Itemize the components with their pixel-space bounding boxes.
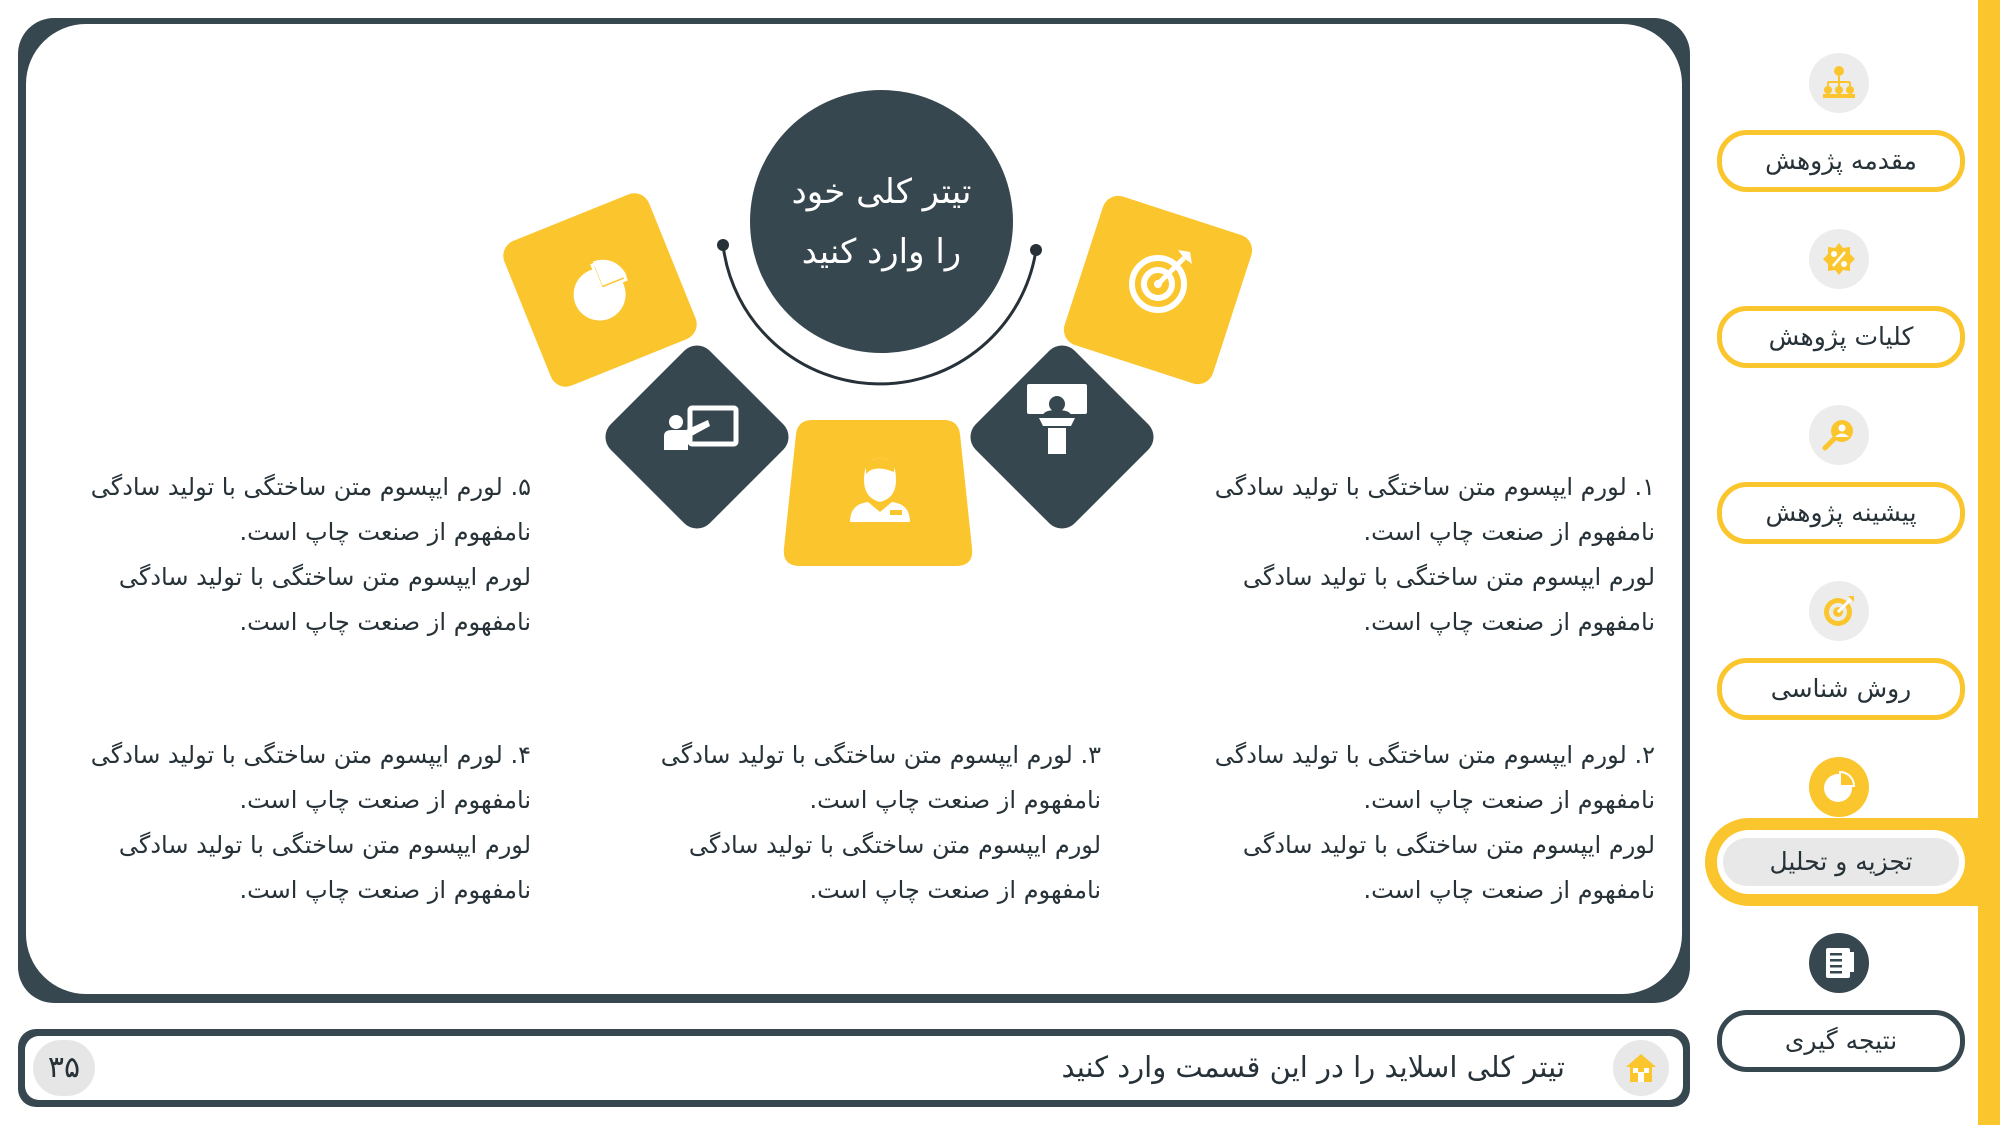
item-1-line1: ۱. لورم ایپسوم متن ساختگی با تولید سادگی: [1214, 473, 1655, 501]
pie-chart-icon: [1820, 768, 1858, 806]
side-accent-strip: [1978, 0, 2000, 1125]
arc-dot-left: [717, 239, 729, 251]
item-5-line1: ۵. لورم ایپسوم متن ساختگی با تولید سادگی: [90, 473, 531, 501]
item-4-line3: لورم ایپسوم متن ساختگی با تولید سادگی: [118, 831, 531, 859]
item-4-line1: ۴. لورم ایپسوم متن ساختگی با تولید سادگی: [90, 741, 531, 769]
search-user-icon: [1820, 416, 1858, 454]
home-icon: [1624, 1052, 1658, 1084]
nav-icon-intro[interactable]: [1809, 53, 1869, 113]
percent-badge-icon: [1820, 240, 1858, 278]
center-title: [750, 90, 1013, 353]
item-3-text: [636, 733, 1101, 913]
item-2-line4: نامفهوم از صنعت چاپ است.: [1363, 876, 1655, 904]
item-2-line1: ۲. لورم ایپسوم متن ساختگی با تولید سادگی: [1214, 741, 1655, 769]
nav-icon-analysis[interactable]: [1809, 757, 1869, 817]
nav-item-background[interactable]: پیشینه پژوهش: [1717, 482, 1965, 544]
nav-item-overview[interactable]: کلیات پژوهش: [1717, 306, 1965, 368]
arc-dot-right: [1030, 244, 1042, 256]
nav-icon-conclusion[interactable]: [1809, 933, 1869, 993]
item-5-line2: نامفهوم از صنعت چاپ است.: [239, 518, 531, 546]
card-teaching: [598, 338, 796, 536]
item-3-line4: نامفهوم از صنعت چاپ است.: [809, 876, 1101, 904]
item-1-line3: لورم ایپسوم متن ساختگی با تولید سادگی: [1242, 563, 1655, 591]
item-3-line3: لورم ایپسوم متن ساختگی با تولید سادگی: [688, 831, 1101, 859]
nav-item-method[interactable]: روش شناسی: [1717, 658, 1965, 720]
item-3-line2: نامفهوم از صنعت چاپ است.: [809, 786, 1101, 814]
item-2-line2: نامفهوم از صنعت چاپ است.: [1363, 786, 1655, 814]
hierarchy-icon: [1820, 64, 1858, 102]
item-4-line4: نامفهوم از صنعت چاپ است.: [239, 876, 531, 904]
nav-item-conclusion[interactable]: نتیجه گیری: [1717, 1010, 1965, 1072]
item-4-text: [66, 733, 531, 913]
nav-item-analysis-label: تجزیه و تحلیل: [1723, 838, 1959, 886]
target-icon: [1820, 592, 1858, 630]
item-1-line2: نامفهوم از صنعت چاپ است.: [1363, 518, 1655, 546]
home-button[interactable]: [1613, 1040, 1669, 1096]
card-goal: [1060, 192, 1257, 389]
footer-bar: [18, 1029, 1690, 1107]
item-5-line4: نامفهوم از صنعت چاپ است.: [239, 608, 531, 636]
nav-item-analysis[interactable]: [1717, 830, 1965, 894]
nav-icon-method[interactable]: [1809, 581, 1869, 641]
item-1-line4: نامفهوم از صنعت چاپ است.: [1363, 608, 1655, 636]
center-title-line1: تیتر کلی خود: [791, 171, 972, 212]
item-2-line3: لورم ایپسوم متن ساختگی با تولید سادگی: [1242, 831, 1655, 859]
report-icon: [1820, 944, 1858, 982]
card-analysis: [500, 188, 702, 391]
item-3-line1: ۳. لورم ایپسوم متن ساختگی با تولید سادگی: [660, 741, 1101, 769]
center-title-line2: را وارد کنید: [801, 231, 962, 272]
nav-icon-background[interactable]: [1809, 405, 1869, 465]
item-5-line3: لورم ایپسوم متن ساختگی با تولید سادگی: [118, 563, 531, 591]
nav-item-intro[interactable]: مقدمه پژوهش: [1717, 130, 1965, 192]
item-2-text: [1190, 733, 1655, 913]
item-4-line2: نامفهوم از صنعت چاپ است.: [239, 786, 531, 814]
footer-title: تیتر کلی اسلاید را در این قسمت وارد کنید: [1061, 1050, 1565, 1084]
nav-icon-overview[interactable]: [1809, 229, 1869, 289]
page-number: ۳۵: [33, 1040, 95, 1096]
footer-inner: [25, 1036, 1683, 1100]
item-5-text: [66, 465, 531, 645]
item-1-text: [1190, 465, 1655, 645]
